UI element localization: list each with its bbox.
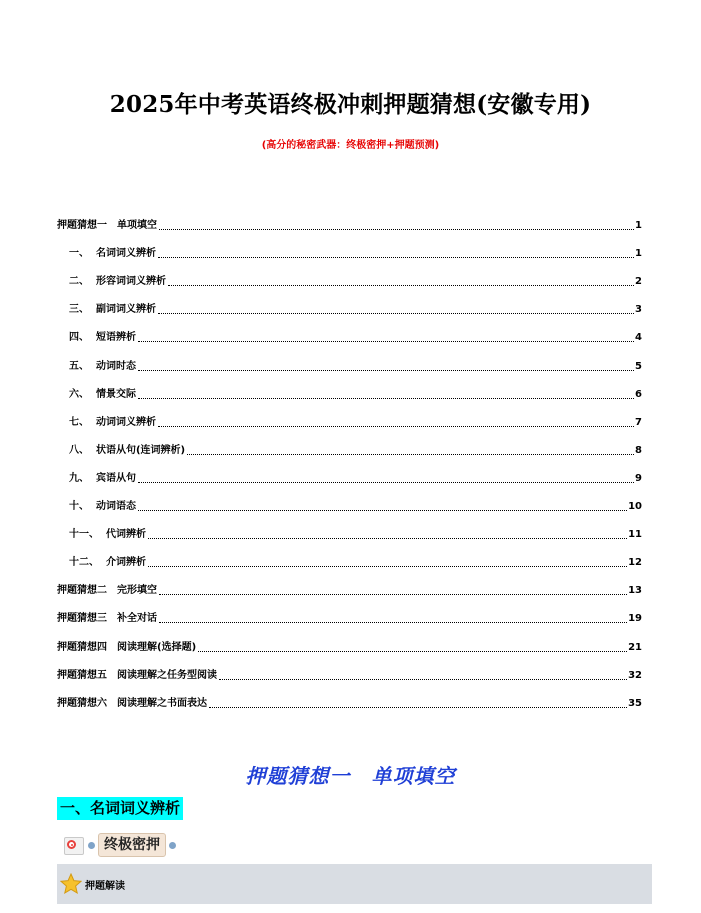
toc-entry-label: 押题猜想一 单项填空 [57, 220, 157, 232]
toc-entry-label: 动词时态 [95, 360, 136, 372]
toc-entry-label: 押题猜想三 补全对话 [57, 613, 157, 625]
toc-entry-number: 十一、 [69, 529, 106, 541]
toc-entry-page: 13 [628, 585, 642, 597]
toc-leader-dots [209, 707, 627, 708]
toc-leader-dots [148, 566, 627, 567]
toc-entry-number: 十二、 [69, 557, 106, 569]
section-subheading: 一、名词词义辨析 [57, 797, 183, 820]
toc-entry[interactable] [57, 204, 642, 232]
toc-entry-number: 四、 [69, 332, 96, 344]
bar-label: 押题解读 [85, 880, 125, 892]
document-title: 2025年中考英语终极冲刺押题猜想(安徽专用) [109, 91, 592, 118]
toc-entry-label: 状语从句(连词辨析) [95, 444, 186, 456]
toc-entry[interactable] [57, 260, 642, 288]
toc-entry-label: 押题猜想六 阅读理解之书面表达 [57, 697, 207, 709]
toc-entry-page: 1 [635, 220, 642, 232]
toc-entry[interactable] [57, 625, 642, 653]
toc-entry[interactable] [57, 316, 642, 344]
banner-label: 终极密押 [98, 833, 166, 857]
toc-leader-dots [158, 257, 634, 258]
document-subtitle: (高分的秘密武器：终极密押+押题预测) [261, 140, 440, 151]
toc-leader-dots [138, 482, 634, 483]
toc-entry-number: 八、 [69, 444, 96, 456]
banner [63, 832, 179, 858]
toc-entry-page: 5 [635, 360, 642, 372]
dot-icon [88, 842, 95, 849]
toc-leader-dots [159, 594, 627, 595]
toc-entry-page: 9 [635, 472, 642, 484]
toc-entry-number: 三、 [69, 304, 96, 316]
toc-entry[interactable] [57, 288, 642, 316]
toc-entry-label: 情景交际 [95, 388, 136, 400]
toc-entry-page: 2 [635, 276, 642, 288]
toc-entry-label: 押题猜想二 完形填空 [57, 585, 157, 597]
toc-leader-dots [138, 341, 634, 342]
toc-entry-label: 动词语态 [95, 501, 136, 513]
toc-entry-label: 名词词义辨析 [95, 248, 156, 260]
toc-leader-dots [148, 538, 627, 539]
target-icon [63, 834, 85, 856]
toc-entry-number: 七、 [69, 416, 96, 428]
toc-entry-page: 8 [635, 444, 642, 456]
toc-entry[interactable] [57, 401, 642, 429]
toc-entry-page: 7 [635, 416, 642, 428]
toc-leader-dots [187, 454, 634, 455]
toc-entry-label: 短语辨析 [95, 332, 136, 344]
toc-entry-page: 21 [628, 641, 642, 653]
toc-leader-dots [159, 622, 627, 623]
toc-entry-page: 19 [628, 613, 642, 625]
toc-entry[interactable] [57, 569, 642, 597]
toc-entry-number: 二、 [69, 276, 96, 288]
star-icon [60, 873, 82, 895]
toc-leader-dots [158, 313, 634, 314]
toc-entry-page: 35 [628, 697, 642, 709]
toc-entry-label: 押题猜想四 阅读理解(选择题) [57, 641, 197, 653]
interpretation-bar [57, 864, 652, 904]
toc-leader-dots [219, 679, 627, 680]
toc-leader-dots [158, 426, 634, 427]
toc-entry[interactable] [57, 682, 642, 710]
toc-entry[interactable] [57, 541, 642, 569]
toc-leader-dots [138, 370, 634, 371]
toc-entry-number: 一、 [69, 248, 96, 260]
toc-entry[interactable] [57, 457, 642, 485]
toc-entry-number: 十、 [69, 501, 96, 513]
toc-entry-label: 动词词义辨析 [95, 416, 156, 428]
toc-entry[interactable] [57, 513, 642, 541]
toc-entry-page: 10 [628, 501, 642, 513]
toc-entry-label: 介词辨析 [105, 557, 146, 569]
toc-entry[interactable] [57, 344, 642, 372]
toc-leader-dots [168, 285, 634, 286]
dot-icon [169, 842, 176, 849]
toc-entry[interactable] [57, 597, 642, 625]
toc-entry[interactable] [57, 485, 642, 513]
toc-entry-page: 12 [628, 557, 642, 569]
toc-entry-page: 32 [628, 669, 642, 681]
toc-entry-label: 副词词义辨析 [95, 304, 156, 316]
toc-leader-dots [138, 398, 634, 399]
toc-entry-label: 宾语从句 [95, 472, 136, 484]
section-heading: 押题猜想一 单项填空 [245, 764, 456, 788]
toc-leader-dots [198, 651, 627, 652]
toc-entry[interactable] [57, 429, 642, 457]
toc-entry-label: 押题猜想五 阅读理解之任务型阅读 [57, 669, 217, 681]
table-of-contents [57, 204, 642, 710]
toc-entry-page: 3 [635, 304, 642, 316]
toc-entry[interactable] [57, 232, 642, 260]
toc-entry-page: 6 [635, 388, 642, 400]
toc-entry-number: 九、 [69, 472, 96, 484]
toc-entry[interactable] [57, 373, 642, 401]
toc-entry-number: 六、 [69, 388, 96, 400]
toc-leader-dots [138, 510, 627, 511]
toc-entry-page: 11 [628, 529, 642, 541]
toc-entry-label: 形容词词义辨析 [95, 276, 166, 288]
toc-entry-number: 五、 [69, 360, 96, 372]
toc-entry-page: 4 [635, 332, 642, 344]
toc-entry-page: 1 [635, 248, 642, 260]
toc-entry[interactable] [57, 654, 642, 682]
toc-leader-dots [159, 229, 634, 230]
toc-entry-label: 代词辨析 [105, 529, 146, 541]
